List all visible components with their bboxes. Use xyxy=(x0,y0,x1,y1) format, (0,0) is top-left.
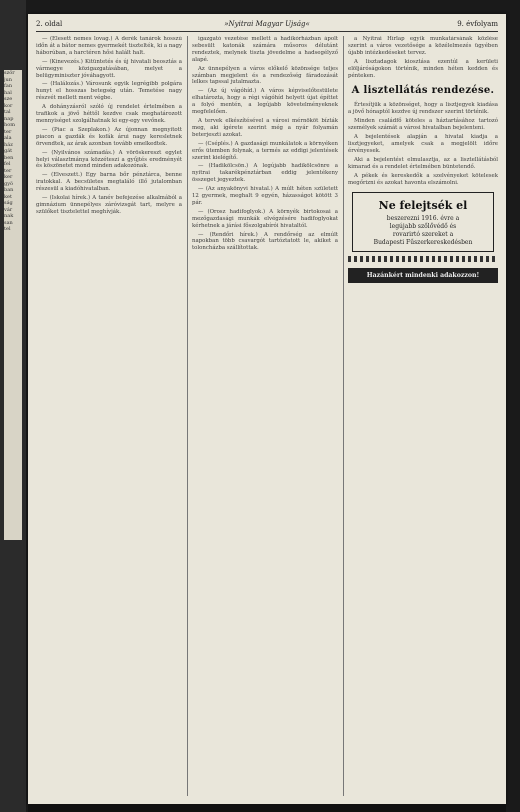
article-paragraph: Értesítjük a közönséget, hogy a lisztjegyek kiadása a jövő hónaptól kezdve új rendszer szerint történik. xyxy=(348,102,498,116)
article-paragraph: Minden családfő köteles a háztartásához tartozó személyek számát a városi hivatalban bejelenteni. xyxy=(348,118,498,132)
fragment-text: hal xyxy=(4,89,12,96)
fragment-text: tel xyxy=(4,226,11,232)
article-paragraph: — (Rendőri hírek.) A rendőrség az elmúlt napokban több csavargót tartóztatott le, akiket a toloncházba szállítottak. xyxy=(192,231,338,252)
fragment-text: jun xyxy=(4,76,12,83)
fragment-text: ter xyxy=(4,128,12,135)
article-paragraph: A tervek elkészítésével a városi mérnököt bízták meg, aki ígérete szerint még a nyár folyamán beterjeszti azokat. xyxy=(192,117,338,138)
article-paragraph: — (Orosz hadifoglyok.) A környék birtokosai a mezőgazdasági munkák elvégzésére hadifoglyokat kérhetnek a járási főszolgabírói hivataltól. xyxy=(192,208,338,229)
fragment-text: ter xyxy=(4,167,12,174)
decorative-rule xyxy=(348,256,498,262)
ad-title: Ne felejtsék el xyxy=(378,199,468,213)
section-heading: A lisztellátás rendezése. xyxy=(351,85,495,97)
article-paragraph: A dohányzásról szóló új rendelet értelmében a trafikok a jövő héttől kezdve csak meghatározott mennyiséget szolgálhatnak ki egy-egy vevőnek. xyxy=(36,104,182,124)
column-1 xyxy=(36,36,182,798)
ad-line: legújabb szőlővédő és xyxy=(389,223,457,231)
fragment-text: fan xyxy=(4,83,13,89)
header-rule xyxy=(36,31,498,32)
article-paragraph: — (Hadikölcsön.) A legújabb hadikölcsönre a nyitrai takarékpénztárban eddig jelentékeny összeget jegyeztek. xyxy=(192,163,338,184)
advertisement-box xyxy=(352,192,494,252)
article-paragraph: — (Nyilvános számadás.) A vöröskereszt egylet helyi választmánya közzéteszi a gyűjtés eredményét és köszönetet mond minden adakozónak. xyxy=(36,149,182,170)
newspaper-title: »Nyitrai Magyar Ujság« xyxy=(224,20,310,28)
fragment-text: sze xyxy=(4,96,13,102)
fragment-text: ker xyxy=(4,174,13,180)
fragment-text: vár xyxy=(4,206,13,213)
column-divider xyxy=(187,36,188,796)
fragment-text: ság xyxy=(4,200,13,206)
adjacent-page-fragment xyxy=(4,70,22,540)
fragment-text: gyö xyxy=(4,180,14,187)
fragment-text: ször xyxy=(4,70,15,76)
fragment-text: ház xyxy=(4,141,13,148)
article-paragraph: igazgató vezetése mellett a hadikórházban ápolt sebesült katonák számára műsoros délutánt rendeztek, melynek tiszta jövedelme a hadsegélyző alapé. xyxy=(192,36,338,63)
article-paragraph: a Nyitrai Hírlap egyik munkatársának közlése szerint a város vezetősége a közélelmezés ügyében újabb intézkedéseket tervez. xyxy=(348,36,498,56)
column-2 xyxy=(192,36,338,798)
fragment-text: ala xyxy=(4,135,12,141)
fragment-text: fel xyxy=(4,161,11,167)
newspaper-page xyxy=(28,14,506,804)
fragment-text: ket xyxy=(4,193,12,200)
fragment-text: gát xyxy=(4,148,13,154)
fragment-text: ben xyxy=(4,154,14,161)
article-paragraph: Az ünnepélyen a város előkelő közönsége teljes számban megjelent és a rendezőség fáradozását lelkes tapssal jutalmazta. xyxy=(192,65,338,86)
article-paragraph: — (Halálozás.) Városunk egyik legrégibb polgára hunyt el hosszas betegség után. Temetése nagy részvét mellett ment végbe. xyxy=(36,81,182,102)
column-3 xyxy=(348,36,498,798)
article-paragraph: — (Elesett nemes lovag.) A derék tanárok hosszú időn át a bátor nemes gyermekét tisztelték, ki a nagy háborúban, a harctéren hősi halált halt. xyxy=(36,36,182,56)
article-paragraph: A lisztadagok kiosztása ezentúl a kerületi elöljáróságokon történik, minden héten kedden és pénteken. xyxy=(348,58,498,79)
article-paragraph: Aki a bejelentést elmulasztja, az a lisztellátásból kimarad és a rendelet értelmében büntetendő. xyxy=(348,156,498,170)
article-paragraph: — (Az új vágóhíd.) A város képviselőtestülete elhatározta, hogy a régi vágóhíd helyett újat építtet a folyó mentén, a legújabb követelményeknek megfelelően. xyxy=(192,88,338,116)
article-paragraph: — (Cséplés.) A gazdasági munkálatok a környéken erős ütemben folynak, a termés az eddigi jelentések szerint kielégítő. xyxy=(192,140,338,161)
article-paragraph: — (Az anyakönyvi hivatal.) A múlt héten született 12 gyermek, meghalt 9 egyén, házasságot kötött 3 pár. xyxy=(192,186,338,206)
ad-line: Budapesti Fűszerkereskedésben xyxy=(373,239,473,247)
article-paragraph: — (Iskolai hírek.) A tanév befejezése alkalmából a gimnázium ünnepélyes záróvizsgát tart, melyre a szülőket tisztelettel meghívják. xyxy=(36,195,182,215)
fragment-text: nak xyxy=(4,213,14,219)
fragment-text: tal xyxy=(4,109,11,115)
article-paragraph: — (Elveszett.) Egy barna bőr pénztárca, benne iratokkal. A becsületes megtaláló illő jutalomban részesül a kiadóhivatalban. xyxy=(36,172,182,193)
volume-label: 9. évfolyam xyxy=(457,20,498,28)
ad-line: beszerezni 1916. évre a xyxy=(386,215,460,223)
scan-border-bottom xyxy=(28,804,506,812)
page-number: 2. oldal xyxy=(36,20,63,28)
article-paragraph: A pékek és kereskedők a szelvényeket kötelesek megőrizni és azokat havonta elszámolni. xyxy=(348,172,498,186)
article-paragraph: — (Piac a Szeplakon.) Az újonnan megnyitott piacon a gazdák és kofák árui nagy keresletnek örvendtek, az árak azonban tovább emelkedtek. xyxy=(36,126,182,147)
article-paragraph: A bejelentések alapján a hivatal kiadja a lisztjegyeket, amelyek csak a megjelölt időre érvényesek. xyxy=(348,134,498,154)
fragment-text: hom xyxy=(4,122,15,128)
column-divider xyxy=(343,36,344,796)
ad-banner: Hazánkért mindenki adakozzon! xyxy=(348,268,498,283)
fragment-text: kor xyxy=(4,102,13,109)
fragment-text: ban xyxy=(4,187,14,193)
article-paragraph: — (Kinevezés.) Kitüntetés és új hivatali beosztás a vármegye közigazgatásában, melyet a belügyminiszter jóváhagyott. xyxy=(36,58,182,79)
fragment-text: nap xyxy=(4,115,14,122)
fragment-text: san xyxy=(4,219,13,226)
ad-line: rovarirtó szereket a xyxy=(392,231,454,239)
